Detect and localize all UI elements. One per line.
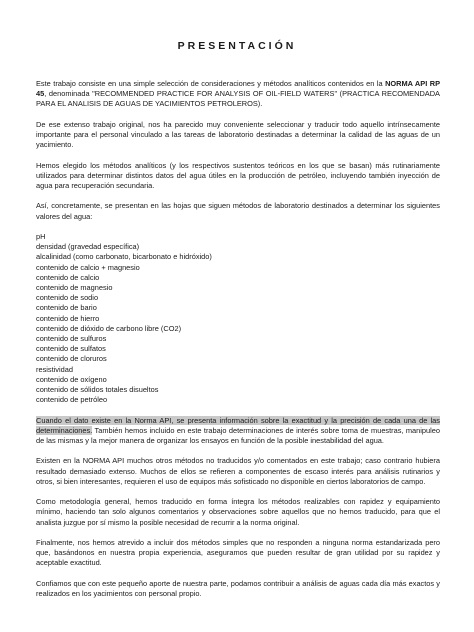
- paragraph-methodology: Como metodología general, hemos traducido en forma íntegra los métodos realizables con rapidez y equipamiento mínimo, haciendo tan solo algunos comentarios y observaciones sobre aquellos que no hemos traducido, para que el analista juzgue por sí mismo la posible necesidad de recurrir a la norma original.: [36, 497, 440, 527]
- paragraph-omitted-methods: Existen en la NORMA API muchos otros métodos no traducidos y/o comentados en este trabajo; caso contrario hubiera resultado demasiado extenso. Muchos de ellos se refieren a componentes de escaso interés para análisis rutinarios y otros, si bien interesantes, requieren el uso de equipos más sofisticado no disponible en ciertos laboratorios de campo.: [36, 456, 440, 486]
- paragraph-values-intro: Así, concretamente, se presentan en las hojas que siguen métodos de laboratorio destinados a determinar los siguientes valores del agua:: [36, 201, 440, 221]
- highlighted-text: Cuando el dato existe en la Norma API, se presenta información sobre la exactitud y la precisión de cada una de las determinaciones.: [36, 415, 440, 435]
- list-item: contenido de magnesio: [36, 283, 113, 292]
- paragraph-closing: Confiamos que con este pequeño aporte de nuestra parte, podamos contribuir a análisis de aguas cada día más exactos y realizados en los yacimientos con personal propio.: [36, 578, 440, 599]
- page-title: PRESENTACIÓN: [177, 40, 297, 52]
- list-item: contenido de sulfuros: [36, 334, 107, 344]
- list-item: contenido de sulfatos: [36, 344, 106, 354]
- list-item: contenido de sólidos totales disueltos: [36, 385, 159, 395]
- list-item: densidad (gravedad específica): [36, 242, 140, 252]
- paragraph-precision: [36, 416, 440, 447]
- list-item: contenido de dióxido de carbono libre (CO2): [36, 323, 182, 333]
- water-values-list: [36, 232, 440, 405]
- list-item: resistividad: [36, 364, 73, 374]
- list-item: contenido de oxígeno: [36, 374, 107, 384]
- paragraph-intro-text: Este trabajo consiste en una simple selección de consideraciones y métodos analíticos contenidos en la: [36, 79, 386, 88]
- paragraph-intro: [36, 79, 440, 110]
- list-item: contenido de cloruros: [36, 354, 107, 364]
- list-item: contenido de bario: [36, 303, 97, 313]
- list-item: contenido de calcio: [36, 272, 100, 282]
- paragraph-selection: De ese extenso trabajo original, nos ha parecido muy conveniente seleccionar y traducir todo aquello intrínsecamente importante para el personal vinculado a las tareas de laboratorio destinadas a determinar la calidad de las aguas de un yacimiento.: [36, 119, 440, 150]
- list-item: contenido de sodio: [36, 293, 99, 303]
- document-body: [36, 79, 440, 609]
- list-item: pH: [36, 231, 46, 241]
- paragraph-precision-text: También hemos incluido en este trabajo determinaciones de interés sobre toma de muestras, manipuleo de las mismas y la mejor manera de organizar los ensayos en función de la posible inestabilidad del agua.: [36, 425, 440, 446]
- list-item: alcalinidad (como carbonato, bicarbonato e hidróxido): [36, 252, 212, 262]
- paragraph-methods: Hemos elegido los métodos analíticos (y los respectivos sustentos teóricos en los que se basan) más rutinariamente utilizados para determinar distintos datos del agua útiles en la producción de petróleo, incluyendo también inyección de agua para recuperación secundaria.: [36, 160, 440, 190]
- paragraph-intro-text-end: , denominada "RECOMMENDED PRACTICE FOR ANALYSIS OF OIL-FIELD WATERS" (PRACTICA RECOMENDADA PARA EL ANALISIS DE AGUAS DE YACIMIENTOS PETROLEROS).: [36, 89, 440, 109]
- list-item: contenido de calcio + magnesio: [36, 262, 140, 272]
- norma-reference: NORMA API RP 45: [36, 79, 440, 99]
- paragraph-simple-methods: Finalmente, nos hemos atrevido a incluir dos métodos simples que no responden a ninguna norma estandarizada pero que, basándonos en nuestra propia experiencia, aseguramos que pueden resultar de gran utilidad por su rapidez y aceptable exactitud.: [36, 538, 440, 568]
- list-item: contenido de hierro: [36, 313, 100, 323]
- list-item: contenido de petróleo: [36, 395, 108, 405]
